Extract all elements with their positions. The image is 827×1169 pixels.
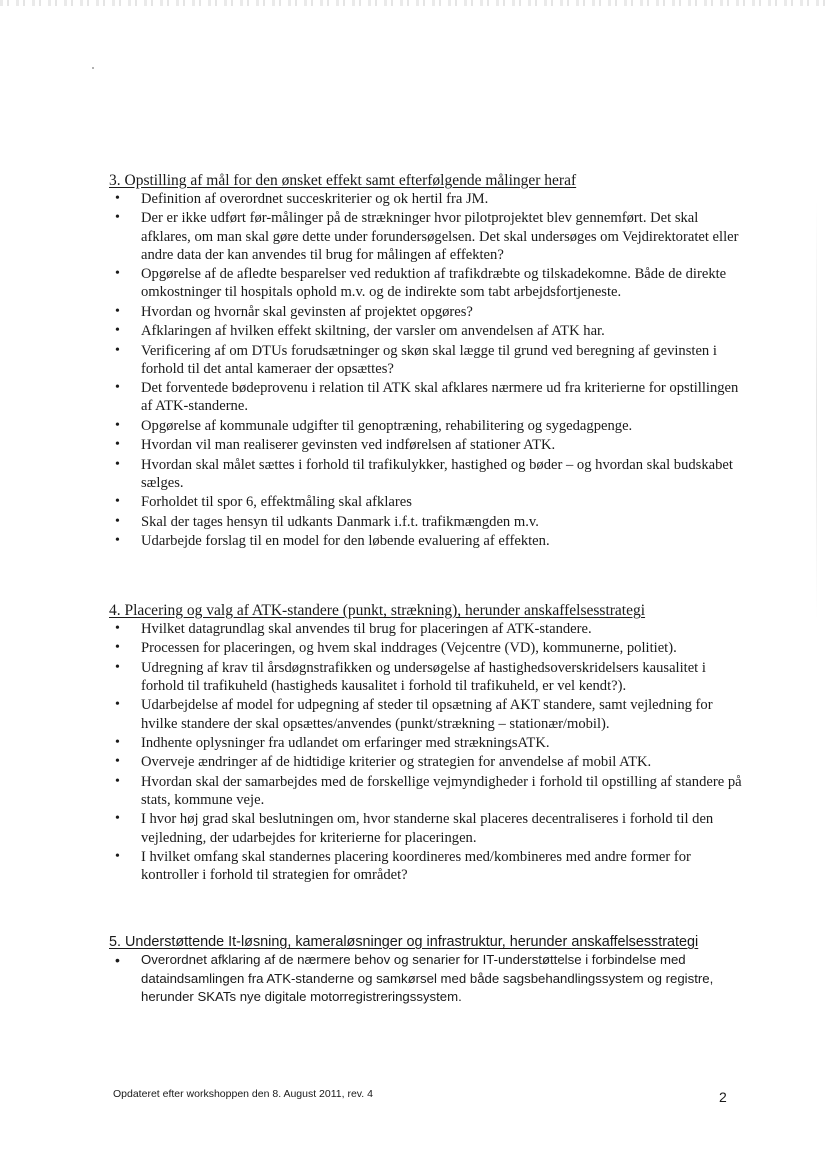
list-item: • I hvor høj grad skal beslutningen om, hvor standerne skal placeres decentraliseres i forhold til den vejledning, der udarbejdes for kriterierne for placeringen.: [109, 810, 749, 846]
list-item: • Opgørelse af kommunale udgifter til genoptræning, rehabilitering og sygedagpenge.: [109, 417, 749, 435]
list-item: • Hvordan vil man realiserer gevinsten ved indførelsen af stationer ATK.: [109, 436, 749, 454]
section-3-heading: 3. Opstilling af mål for den ønsket effekt samt efterfølgende målinger heraf: [109, 172, 577, 189]
list-item: • Der er ikke udført før-målinger på de strækninger hvor pilotprojektet blev gennemført. Det skal afklares, om man skal gøre dette under forundersøgelsen. Det skal undersøges om Vejdirektoratet eller andre data der kan anvendes til brug for målingen af effekten?: [109, 209, 749, 264]
list-item: • I hvilket omfang skal standernes placering koordineres med/kombineres med andre former for kontroller i forhold til strategien for området?: [109, 848, 749, 884]
list-item: • Indhente oplysninger fra udlandet om erfaringer med strækningsATK.: [109, 734, 749, 752]
list-item: • Verificering af om DTUs forudsætninger og skøn skal lægge til grund ved beregning af gevinsten i forhold til det antal kameraer der opsættes?: [109, 342, 749, 378]
section-4-heading: 4. Placering og valg af ATK-standere (punkt, strækning), herunder anskaffelsesstrategi: [109, 602, 646, 619]
section-5: [109, 933, 749, 1008]
scan-margin-artifact: [816, 200, 817, 620]
list-item: • Overordnet afklaring af de nærmere behov og senarier for IT-understøttelse i forbindelse med dataindsamlingen fra ATK-standerne og samkørsel med både sagsbehandlingssystem og registre, herunder SKATs nye digitale motorregistreringssystem.: [109, 951, 749, 1007]
scan-edge-artifact: [0, 0, 827, 6]
footer-revision-note: Opdateret efter workshoppen den 8. August 2011, rev. 4: [113, 1088, 373, 1100]
list-item: • Udarbejdelse af model for udpegning af steder til opsætning af AKT standere, samt vejledning for hvilke standere der skal opsættes/anvendes (punkt/strækning – stationær/mobil).: [109, 696, 749, 732]
list-item: • Skal der tages hensyn til udkants Danmark i.f.t. trafikmængden m.v.: [109, 513, 749, 531]
section-4-list: [109, 620, 749, 884]
list-item: • Udarbejde forslag til en model for den løbende evaluering af effekten.: [109, 532, 749, 550]
scan-dot-artifact: [92, 67, 94, 69]
list-item: • Opgørelse af de afledte besparelser ved reduktion af trafikdræbte og tilskadekomne. Både de direkte omkostninger til hospitals ophold m.v. og de indirekte som tabt arbejdsfortjeneste.: [109, 265, 749, 301]
section-3-list: [109, 190, 749, 550]
list-item: • Forholdet til spor 6, effektmåling skal afklares: [109, 493, 749, 511]
list-item: • Udregning af krav til årsdøgnstrafikken og undersøgelse af hastighedsoverskridelsers kausalitet i forhold til trafikuheld (hastigheds kausalitet i forhold til trafikuheld, er vel kendt?).: [109, 659, 749, 695]
section-4: [109, 602, 749, 886]
section-5-list: [109, 951, 749, 1007]
section-3: [109, 172, 749, 551]
section-5-heading: 5. Understøttende It-løsning, kameraløsninger og infrastruktur, herunder anskaffelsesstrategi: [109, 934, 699, 950]
list-item: • Hvilket datagrundlag skal anvendes til brug for placeringen af ATK-standere.: [109, 620, 749, 638]
list-item: • Hvordan skal der samarbejdes med de forskellige vejmyndigheder i forhold til opstilling af standere på stats, kommune veje.: [109, 773, 749, 809]
list-item: • Overveje ændringer af de hidtidige kriterier og strategien for anvendelse af mobil ATK.: [109, 753, 749, 771]
list-item: • Hvordan skal målet sættes i forhold til trafikulykker, hastighed og bøder – og hvordan skal budskabet sælges.: [109, 456, 749, 492]
list-item: • Definition af overordnet succeskriterier og ok hertil fra JM.: [109, 190, 749, 208]
list-item: • Hvordan og hvornår skal gevinsten af projektet opgøres?: [109, 303, 749, 321]
page-number: 2: [719, 1089, 727, 1105]
list-item: • Det forventede bødeprovenu i relation til ATK skal afklares nærmere ud fra kriterierne for opstillingen af ATK-standerne.: [109, 379, 749, 415]
list-item: • Afklaringen af hvilken effekt skiltning, der varsler om anvendelsen af ATK har.: [109, 322, 749, 340]
list-item: • Processen for placeringen, og hvem skal inddrages (Vejcentre (VD), kommunerne, politiet).: [109, 639, 749, 657]
